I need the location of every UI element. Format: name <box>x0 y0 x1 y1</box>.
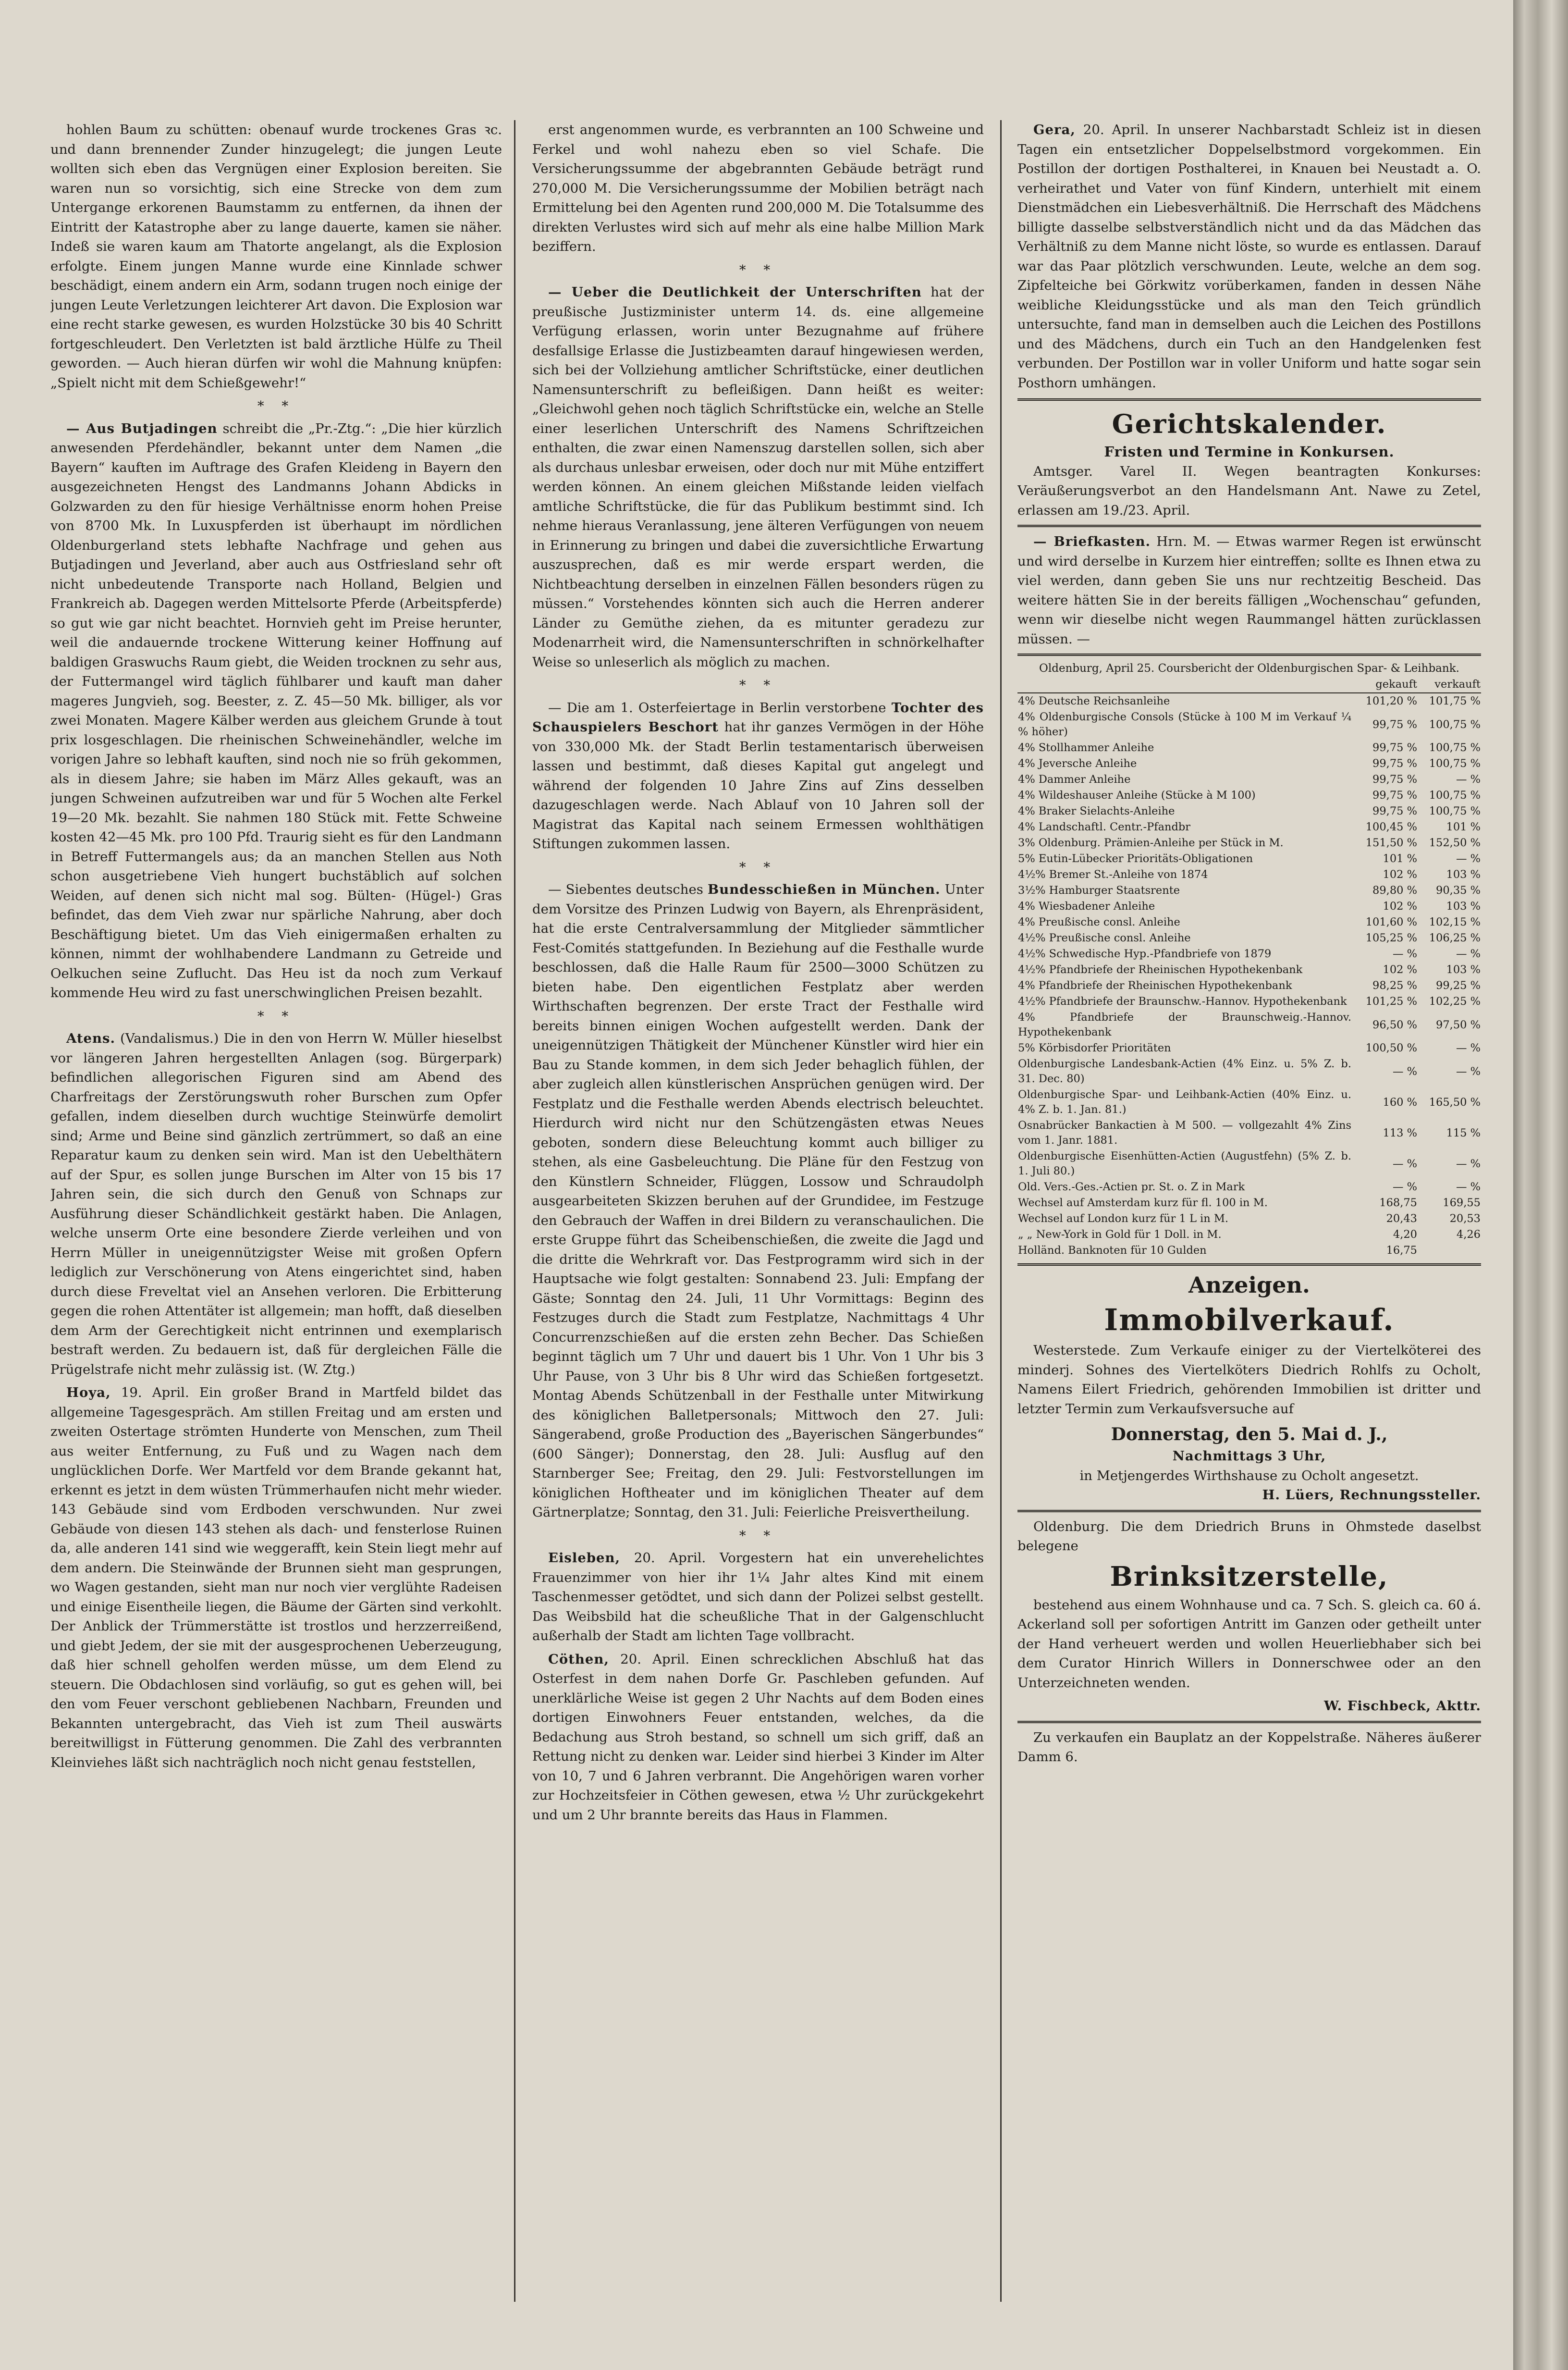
article-hoya <box>50 1383 502 1772</box>
table-row <box>1017 946 1481 962</box>
table-cell: 99,75 % <box>1372 773 1417 786</box>
table-cell: — % <box>1456 1042 1481 1054</box>
table-cell: 103 % <box>1446 868 1481 881</box>
table-row <box>1017 1211 1481 1227</box>
column-1 <box>50 120 502 2311</box>
table-row <box>1017 819 1481 835</box>
gerichtskalender-text: Amtsger. Varel II. Wegen beantragten Konkurses: Veräußerungsverbot an den Handelsmann Ant. Nawe zu Zetel, erlassen am 19./23. April. <box>1017 463 1481 518</box>
table-cell: 99,75 % <box>1372 805 1417 817</box>
table-row <box>1017 1087 1481 1118</box>
table-cell: 115 % <box>1446 1126 1481 1139</box>
table-cell: 4½% Schwedische Hyp.-Pfandbriefe von 1879 <box>1018 948 1272 960</box>
divider <box>1017 654 1481 656</box>
table-cell: 100,75 % <box>1429 805 1481 817</box>
table-cell: 4½% Preußische consl. Anleihe <box>1018 932 1191 944</box>
separator: * * <box>257 1008 295 1024</box>
table-cell: 100,75 % <box>1429 718 1481 731</box>
ad-title: Brinksitzerstelle, <box>1110 1560 1389 1592</box>
table-cell: Oldenburgische Spar- und Leihbank-Actien (40% Einz. u. 4% Z. b. 1. Jan. 81.) <box>1018 1088 1351 1116</box>
table-cell: Old. Vers.-Ges.-Actien pr. St. o. Z in Mark <box>1018 1181 1245 1193</box>
table-row <box>1017 883 1481 899</box>
briefkasten <box>1017 532 1481 649</box>
table-cell: 97,50 % <box>1436 1018 1481 1031</box>
table-cell: 4,26 <box>1456 1228 1481 1241</box>
table-cell: 99,75 % <box>1372 789 1417 802</box>
separator: * * <box>739 678 777 693</box>
table-cell: 100,75 % <box>1429 741 1481 754</box>
table-row <box>1017 1040 1481 1056</box>
ad-signature: H. Lüers, Rechnungssteller. <box>1262 1487 1481 1503</box>
table-header-cell: verkauft <box>1418 677 1481 693</box>
table-row <box>1017 740 1481 756</box>
separator: * * <box>739 859 777 875</box>
table-cell: 4½% Bremer St.-Anleihe von 1874 <box>1018 868 1208 881</box>
article-heading: Eisleben, <box>548 1550 621 1566</box>
table-row <box>1017 1010 1481 1040</box>
table-row <box>1017 899 1481 914</box>
table-cell: 105,25 % <box>1365 932 1417 944</box>
article-lead: — Siebentes deutsches <box>548 882 703 897</box>
table-cell: 102 % <box>1383 868 1417 881</box>
table-row <box>1017 962 1481 978</box>
column-rule <box>1000 120 1002 2302</box>
table-cell: 4,20 <box>1393 1228 1417 1241</box>
article-heading: — Briefkasten. <box>1033 534 1151 549</box>
table-cell: „ „ New-York in Gold für 1 Doll. in M. <box>1018 1228 1222 1241</box>
table-row <box>1017 693 1481 709</box>
table-cell: 103 % <box>1446 963 1481 976</box>
article-body: 19. April. Ein großer Brand in Martfeld bildet das allgemeine Tagesgespräch. Am stillen Freitag und am ersten und zweiten Ostertage strömten Hunderte von Menschen, zum Theil aus weiter Entfernung, zu Fuß und zu Wagen nach dem unglücklichen Dorfe. Wer Martfeld vor dem Brande gekannt hat, erkennt es jetzt in dem wüsten Trümmerhaufen nicht mehr wieder. 143 Gebäude sind vom Erdboden verschwunden. Nur zwei Gebäude von diesen 143 stehen als dach- und fensterlose Ruinen da, alle anderen 141 sind wie weggerafft, kein Stein liegt mehr auf dem andern. Die Steinwände der Brunnen sieht man gesprungen, wo Wagen gestanden, sieht man nur noch vier verglühte Radeisen und einige Eisentheile liegen, die Bäume der Gärten sind verkohlt. Der Anblick der Trümmerstätte ist trostlos und herzzerreißend, und giebt Jedem, der sie mit der ausgesprochenen Ueberzeugung, daß hier schnell geholfen werden müsse, um dem Elend zu steuern. Die Obdachlosen sind vorläufig, so gut es gehen will, bei den vom Feuer verschont gebliebenen Nachbarn, Freunden und Bekannten untergebracht, das Vieh ist zum Theil auswärts bereitwilligst in Fütterung genommen. Die Zahl des verbrannten Kleinviehes läßt sich nachträglich noch nicht genau feststellen, <box>50 1385 502 1770</box>
table-cell: 99,25 % <box>1436 979 1481 992</box>
table-row <box>1017 709 1481 740</box>
table-cell: 4% Wiesbadener Anleihe <box>1018 900 1155 913</box>
article-heading: Atens. <box>66 1031 116 1046</box>
column-rule <box>514 120 515 2302</box>
table-cell: 99,75 % <box>1372 741 1417 754</box>
table-cell <box>1418 1243 1481 1259</box>
separator: * * <box>739 262 777 278</box>
ad-place: in Metjengerdes Wirthshause zu Ocholt angesetzt. <box>1079 1468 1419 1483</box>
article-lead: — Die am 1. Osterfeiertage in Berlin verstorbene <box>548 700 886 716</box>
table-cell: 169,55 <box>1443 1197 1481 1209</box>
section-subtitle: Fristen und Termine in Konkursen. <box>1104 444 1395 460</box>
table-cell: 4% Preußische consl. Anleihe <box>1018 916 1180 928</box>
article-body: (Vandalismus.) Die in den von Herrn W. Müller hieselbst vor längeren Jahren hergestellten Anlagen (sog. Bürgerpark) befindlichen allegorischen Figuren sind am Abend des Charfreitags der Zerstörungswuth roher Burschen zum Opfer gefallen, indem dieselben durch wuchtige Steinwürfe demolirt sind; Arme und Beine sind gänzlich zertrümmert, so daß an eine Reparatur kaum zu denken sein wird. Man ist den Uebelthätern auf der Spur, es sollen junge Burschen im Alter von 15 bis 17 Jahren sein, die sich durch den Genuß von Schnaps zur Ausführung dieser Schändlichkeit gestärkt haben. Die Anlagen, welche unserm Orte eine besondere Zierde verleihen und von Herrn Müller in uneigennützigster Weise mit großen Opfern lediglich zur Verschönerung von Atens eingerichtet sind, haben durch diese Freveltat viel an Ansehen verloren. Die Erbitterung gegen die rohen Attentäter ist allgemein; man hofft, daß dieselben dem Arm der Gerechtigkeit nicht entrinnen und exemplarisch bestraft werden. Zu bedauern ist, daß für dergleichen Fälle die Prügelstrafe nicht mehr zulässig ist. (W. Ztg.) <box>50 1031 502 1377</box>
table-cell: 96,50 % <box>1372 1018 1417 1031</box>
table-cell: Wechsel auf London kurz für 1 L in M. <box>1018 1212 1229 1225</box>
article-heading: Bundesschießen in München. <box>708 882 941 897</box>
separator: * * <box>739 1528 777 1543</box>
divider <box>1017 1263 1481 1266</box>
table-cell: 98,25 % <box>1372 979 1417 992</box>
table-row <box>1017 835 1481 851</box>
table-cell: 152,50 % <box>1429 837 1481 849</box>
table-cell: 160 % <box>1383 1096 1417 1109</box>
article-heading: — Aus Butjadingen <box>66 420 218 436</box>
table-cell: 4% Dammer Anleihe <box>1018 773 1131 786</box>
table-row <box>1017 1195 1481 1211</box>
gerichtskalender-section <box>1017 398 1481 520</box>
table-row <box>1017 1227 1481 1243</box>
section-title: Gerichtskalender. <box>1112 408 1387 439</box>
table-cell: 4% Pfandbriefe der Braunschweig.-Hannov. Hypothekenbank <box>1018 1011 1351 1038</box>
table-cell: — % <box>1456 1157 1481 1170</box>
table-cell: 3½% Hamburger Staatsrente <box>1018 884 1180 897</box>
table-cell: 99,75 % <box>1372 718 1417 731</box>
article-heading: Tochter des Schauspielers Beschort <box>532 700 984 735</box>
table-cell: 5% Körbisdorfer Prioritäten <box>1018 1042 1171 1054</box>
table-cell: 100,45 % <box>1365 821 1417 833</box>
table-cell: 102,15 % <box>1429 916 1481 928</box>
article-butjadingen <box>50 419 502 1003</box>
table-header-cell: gekauft <box>1354 677 1418 693</box>
table-cell: — % <box>1392 948 1417 960</box>
table-cell: Wechsel auf Amsterdam kurz für fl. 100 in M. <box>1018 1197 1268 1209</box>
article-atens <box>50 1029 502 1379</box>
article-heading: Gera, <box>1033 122 1076 137</box>
article-eisleben <box>532 1548 984 1646</box>
coursbericht-table <box>1017 677 1481 1259</box>
article-body: Unter dem Vorsitze des Prinzen Ludwig von Bayern, als Ehrenpräsident, hat die erste Centralversammlung der Mitglieder sämmtlicher Fest-Comités stattgefunden. In Beziehung auf die Festhalle wurde beschlossen, daß die Halle Raum für 2500—3000 Schützen zu bieten habe. Den eigentlichen Festplatz aber werden Wirthschaften begrenzen. Der erste Tract der Festhalle wird bereits binnen einigen Wochen aufgestellt werden. Dank der uneigennützigen Thätigkeit der Münchener Künstler wird hier ein Bau zu Stande kommen, in dem sich Jeder behaglich fühlen, der aber zugleich allen künstlerischen Ansprüchen genügen wird. Der Festplatz und die Festhalle werden Abends electrisch beleuchtet. Hierdurch wird nicht nur den Schützengästen etwas Neues geboten, sondern diese Beleuchtung kommt auch billiger zu stehen, als eine Gasbeleuchtung. Die Pläne für den Festzug von den Künstlern Schneider, Flüggen, Lossow und Schraudolph ausgearbeiteten Skizzen beruhen auf der Grundidee, im Festzuge den Gebrauch der Waffen in drei Bildern zu veranschaulichen. Die erste Gruppe führt das Scheibenschießen, die zweite die Jagd und die dritte die Wehrkraft vor. Das Festprogramm wird sich in der Hauptsache wie folgt gestalten: Sonnabend 23. Juli: Empfang der Gäste; Sonntag den 24. Juli, 11 Uhr Vormittags: Beginn des Festzuges durch die Stadt zum Festplatze, Nachmittags 4 Uhr Concurrenzschießen auf die ersten zehn Becher. Das Schießen beginnt täglich um 7 Uhr und dauert bis 1 Uhr. Von 1 Uhr bis 3 Uhr Pause, von 3 Uhr bis 8 Uhr wird das Schießen fortgesetzt. Montag Abends Schützenball in der Festhalle unter Mitwirkung des königlichen Balletpersonals; Mittwoch den 27. Juli: Sängerabend, große Production des „Bayerischen Sängerbundes“ (600 Sänger); Donnerstag, den 28. Juli: Ausflug auf den Starnberger See; Freitag, den 29. Juli: Festvorstellungen im königlichen Hoftheater und im königlichen Theater auf dem Gärtnerplatze; Sonntag, den 31. Juli: Feierliche Preisvertheilung. <box>532 882 984 1520</box>
table-cell: Holländ. Banknoten für 10 Gulden <box>1018 1244 1207 1257</box>
table-cell: 4% Wildeshauser Anleihe (Stücke à M 100) <box>1018 789 1256 802</box>
table-cell: 151,50 % <box>1365 837 1417 849</box>
ad-time: Nachmittags 3 Uhr, <box>1172 1448 1326 1464</box>
table-cell: 4½% Pfandbriefe der Rheinischen Hypothekenbank <box>1018 963 1303 976</box>
table-cell: 113 % <box>1383 1126 1417 1139</box>
table-header <box>1017 677 1481 693</box>
article-body: schreibt die „Pr.-Ztg.“: „Die hier kürzlich anwesenden Pferdehändler, bekannt unter dem Namen „die Bayern“ kauften im Auftrage des Grafen Kleideng in Bayern den ausgezeichneten Hengst des Landmanns Johann Abdicks in Golzwarden zu den für hiesige Verhältnisse enorm hohen Preise von 8700 Mk. In Luxuspferden ist überhaupt im nördlichen Oldenburgerland stets lebhafte Nachfrage und gehen aus Butjadingen und Jeverland, aber auch aus Ostfriesland sehr oft nicht unbedeutende Transporte nach Holland, Belgien und Frankreich ab. Dagegen werden Mittelsorte Pferde (Arbeitspferde) so gut wie gar nicht beachtet. Hornvieh geht im Preise herunter, weil die andauernde trockene Witterung keiner Hoffnung auf baldigen Graswuchs Raum giebt, die Weiden trocknen zu sehr aus, der Futtermangel wird täglich fühlbarer und kauft man daher mageres Jungvieh, sog. Beester, z. Z. 45—50 Mk. billiger, als vor zwei Monaten. Magere Kälber werden aus gleichem Grunde à tout prix losgeschlagen. Die rheinischen Schweinehändler, welche im vorigen Jahre so lebhaft kauften, sind noch nie so früh gekommen, als in diesem Jahre; sie haben im März Alles gekauft, was an jungen Schweinen aufzutreiben war und für 5 Wochen alte Ferkel 19—20 Mk. bezahlt. Sie nahmen 180 Stück mit. Fette Schweine kosten 42—45 Mk. pro 100 Pfd. Traurig sieht es für den Landmann in Betreff Futtermangels aus; da an manchen Stellen aus Noth schon ausgetriebene Vieh hungert buchstäblich auf solchen Weiden, auf denen sich nicht mal sog. Bülten- (Hügel-) Gras befindet, das dem Vieh zwar nur spärliche Nahrung, aber doch Beschäftigung bietet. Um das Vieh einigermaßen erhalten zu können, nimmt der wohlhabendere Landmann zu Getreide und Oelkuchen seine Zuflucht. Das Heu ist da noch zum Verkauf kommende Heu wird zu fast unerschwinglichen Preisen bezahlt. <box>50 420 502 1000</box>
table-cell: 168,75 <box>1379 1197 1417 1209</box>
article-unterschriften <box>532 283 984 672</box>
table-cell: — % <box>1392 1157 1417 1170</box>
article-continuation: hohlen Baum zu schütten: obenauf wurde trockenes Gras ꝛc. und dann brennender Zunder hinzugelegt; die jungen Leute wollten sich eben das Vergnügen einer Explosion bereiten. Sie waren nun so vorsichtig, sich eine Strecke von dem zum Untergange erkorenen Baumstamm zu entfernen, da ihnen der Eintritt der Katastrophe aber zu lange dauerte, kamen sie näher. Indeß sie waren kaum am Thatorte angelangt, als die Explosion erfolgte. Einem jungen Manne wurde eine Kinnlade schwer beschädigt, einem andern ein Arm, sodann trugen noch einige der jungen Leute Verletzungen leichterer Art davon. Die Explosion war eine recht starke gewesen, es wurden Holzstücke 30 bis 40 Schritt fortgeschleudert. Den Verletzten ist bald ärztliche Hülfe zu Theil geworden. — Auch hieran dürfen wir wohl die Mahnung knüpfen: „Spielt nicht mit dem Schießgewehr!“ <box>50 122 502 391</box>
table-cell: 20,53 <box>1449 1212 1481 1225</box>
article-bundesschiessen <box>532 880 984 1522</box>
table-cell: 101 % <box>1446 821 1481 833</box>
table-row <box>1017 1243 1481 1259</box>
table-row <box>1017 930 1481 946</box>
article-body: 20. April. In unserer Nachbarstadt Schleiz ist in diesen Tagen ein entsetzlicher Doppelselbstmord vorgekommen. Ein Postillon der dortigen Posthalterei, in Knauen bei Neustadt a. O. verheirathet und Vater von fünf Kindern, unterhielt mit einem Dienstmädchen ein Liebesverhältniß. Die Herrschaft des Mädchens billigte dasselbe selbstverständlich nicht und da das Mädchen das Verhältniß zu dem Manne nicht löste, so wurde es entlassen. Darauf war das Paar plötzlich verschwunden. Leute, welche an dem sog. Zipfelteiche bei Görkwitz vorüberkamen, fanden in dessen Nähe weibliche Kleidungsstücke und als man den Teich gründlich untersuchte, fand man in demselben auch die Leichen des Postillons und des Mädchens, durch ein Tuch an den Handgelenken fest verbunden. Der Postillon war in voller Uniform und hatte sogar sein Posthorn umhängen. <box>1017 122 1481 391</box>
table-row <box>1017 851 1481 867</box>
table-cell: 3% Oldenburg. Prämien-Anleihe per Stück in M. <box>1018 837 1284 849</box>
ad-brinksitzer-text: bestehend aus einem Wohnhause und ca. 7 Sch. S. gleich ca. 60 á. Ackerland soll per sofortigen Antritt im Ganzen oder getheilt unter der Hand verheuert werden und wollen Heuerliebhaber sich bei dem Curator Hinrich Willers in Donnerschwee oder an den Unterzeichneten wenden. <box>1017 1597 1481 1691</box>
article-continuation: erst angenommen wurde, es verbrannten an 100 Schweine und Ferkel und wohl nahezu eben so viel Schafe. Die Versicherungssumme der abgebrannten Gebäude beträgt rund 270,000 M. Die Versicherungssumme der Mobilien beträgt nach Ermittelung bei den Agenten rund 200,000 M. Die Totalsumme des direkten Verlustes wird sich auf mehr als eine halbe Million Mark beziffern. <box>532 122 984 254</box>
table-cell: 101,60 % <box>1365 916 1417 928</box>
table-row <box>1017 867 1481 883</box>
table-row <box>1017 772 1481 788</box>
article-body: hat der preußische Justizminister unterm 14. ds. eine allgemeine Verfügung erlassen, worin unter Bezugnahme auf frühere desfallsige Erlasse die Justizbeamten darauf hingewiesen werden, sich bei der Vollziehung amtlicher Schriftstücke, einer deutlichen Namensunterschrift zu befleißigen. Dann heißt es weiter: „Gleichwohl gehen noch täglich Schriftstücke ein, welche an Stelle einer leserlichen Unterschrift des Namens Schriftzeichen enthalten, die zwar einen Namenszug darstellen sollen, sich aber als durchaus unlesbar erweisen, oder doch nur mit Mühe entziffert werden können. An einem gleichen Mißstande leiden vielfach amtliche Schriftstücke, die für das Publikum bestimmt sind. Ich nehme hieraus Veranlassung, jene älteren Verfügungen von neuem in Erinnerung zu bringen und dabei die zuversichtliche Erwartung auszusprechen, daß es mir werde erspart werden, die Nichtbeachtung derselben in einzelnen Fällen besonders rügen zu müssen.“ Vorstehendes könnten sich auch die Herren anderer Länder zu Gemüthe ziehen, da es mitunter geradezu zur Modenarrheit wird, die Namensunterschriften in schnörkelhafter Weise so unleserlich als möglich zu machen. <box>532 284 984 670</box>
table-cell: 102 % <box>1383 900 1417 913</box>
article-body: hat ihr ganzes Vermögen in der Höhe von 330,000 Mk. der Stadt Berlin testamentarisch überweisen lassen und bestimmt, daß dieses Kapital gut angelegt und während der folgenden 10 Jahre Zins auf Zins desselben dazugeschlagen werde. Nach Ablauf von 10 Jahren soll der Magistrat das Kapital nach seinem Ermessen wohlthätigen Stiftungen zukommen lassen. <box>532 719 984 852</box>
coursbericht-title: Oldenburg, April 25. Coursbericht der Oldenburgischen Spar- & Leihbank. <box>1039 662 1459 675</box>
table-cell: 100,75 % <box>1429 789 1481 802</box>
divider <box>1017 1510 1481 1512</box>
article-coethen <box>532 1650 984 1825</box>
table-cell: — % <box>1456 1065 1481 1078</box>
table-cell: 4% Deutsche Reichsanleihe <box>1018 695 1170 707</box>
table-cell: 20,43 <box>1386 1212 1417 1225</box>
table-cell: 99,75 % <box>1372 757 1417 770</box>
article-heading: Hoya, <box>66 1385 111 1400</box>
table-row <box>1017 994 1481 1010</box>
table-cell: Oldenburgische Eisenhütten-Actien (Augustfehn) (5% Z. b. 1. Juli 80.) <box>1018 1150 1351 1177</box>
article-beschort <box>532 698 984 854</box>
table-row <box>1017 1148 1481 1179</box>
table-row <box>1017 803 1481 819</box>
table-cell: 101,25 % <box>1365 995 1417 1008</box>
table-row <box>1017 1179 1481 1195</box>
table-row <box>1017 1056 1481 1087</box>
table-cell: 90,35 % <box>1436 884 1481 897</box>
table-cell: — % <box>1392 1181 1417 1193</box>
table-cell: 103 % <box>1446 900 1481 913</box>
table-cell: 4½% Pfandbriefe der Braunschw.-Hannov. Hypothekenbank <box>1018 995 1347 1008</box>
table-cell: Oldenburgische Landesbank-Actien (4% Einz. u. 5% Z. b. 31. Dec. 80) <box>1018 1058 1351 1085</box>
ad-immobilverkauf-text: Westerstede. Zum Verkaufe einiger zu der Viertelköterei des minderj. Sohnes des Viertelköters Diedrich Rohlfs zu Ocholt, Namens Eilert Friedrich, gehörenden Immobilien ist dritter und letzter Termin zum Verkaufsversuche auf <box>1017 1343 1481 1417</box>
article-body: Hrn. M. — Etwas warmer Regen ist erwünscht und wird derselbe in Kurzem hier eintreffen; sollte es Ihnen etwa zu viel werden, dann geben Sie uns nur rechtzeitig Bescheid. Das weitere hätten Sie in der bereits fälligen „Wochenschau“ gefunden, wenn wir dieselbe nicht wegen Raummangel hätten zurücklassen müssen. — <box>1017 534 1481 647</box>
divider <box>1017 1721 1481 1723</box>
table-cell: 102 % <box>1383 963 1417 976</box>
table-cell: 4% Oldenburgische Consols (Stücke à 100 M im Verkauf ¼ % höher) <box>1018 711 1351 738</box>
column-2 <box>532 120 984 2311</box>
table-cell: 89,80 % <box>1372 884 1417 897</box>
table-row <box>1017 1118 1481 1148</box>
table-cell: — % <box>1456 852 1481 865</box>
table-cell: 102,25 % <box>1429 995 1481 1008</box>
table-cell: 106,25 % <box>1429 932 1481 944</box>
table-cell: 165,50 % <box>1429 1096 1481 1109</box>
separator: * * <box>257 398 295 414</box>
table-header-cell <box>1017 677 1354 693</box>
column-3 <box>1017 120 1481 2311</box>
table-cell: 101 % <box>1383 852 1417 865</box>
ad-signature: W. Fischbeck, Akttr. <box>1324 1698 1481 1714</box>
divider <box>1017 525 1481 527</box>
table-cell: — % <box>1456 948 1481 960</box>
table-cell: 100,75 % <box>1429 757 1481 770</box>
article-gera <box>1017 120 1481 393</box>
table-cell: 4% Pfandbriefe der Rheinischen Hypothekenbank <box>1018 979 1292 992</box>
table-cell: — % <box>1392 1065 1417 1078</box>
coursbericht <box>1017 661 1481 1259</box>
table-cell: — % <box>1456 1181 1481 1193</box>
table-cell: 16,75 <box>1386 1244 1417 1257</box>
article-heading: Cöthen, <box>548 1651 609 1667</box>
table-cell: Osnabrücker Bankactien à M 500. — vollgezahlt 4% Zins vom 1. Janr. 1881. <box>1018 1119 1351 1147</box>
table-cell: 4% Landschaftl. Centr.-Pfandbr <box>1018 821 1191 833</box>
article-body: 20. April. Einen schrecklichen Abschluß hat das Osterfest in dem nahen Dorfe Gr. Paschleben gefunden. Auf unerklärliche Weise ist gegen 2 Uhr Nachts auf dem Boden eines dortigen Einwohners Feuer entstanden, welches, da die Bedachung aus Stroh bestand, so schnell um sich griff, daß an Rettung nicht zu denken war. Leider sind hierbei 3 Kinder im Alter von 10, 7 und 6 Jahren verbrannt. Die Angehörigen waren vorher zur Hochzeitsfeier in Cöthen gewesen, etwa ½ Uhr zurückgekehrt und um 2 Uhr brannte bereits das Haus in Flammen. <box>532 1651 984 1823</box>
table-cell: — % <box>1456 773 1481 786</box>
table-cell: 101,75 % <box>1429 695 1481 707</box>
table-cell: 100,50 % <box>1365 1042 1417 1054</box>
table-cell: 5% Eutin-Lübecker Prioritäts-Obligationen <box>1018 852 1253 865</box>
ad-brinksitzer-intro: Oldenburg. Die dem Driedrich Bruns in Ohmstede daselbst belegene <box>1017 1518 1481 1554</box>
article-heading: — Ueber die Deutlichkeit der Unterschriften <box>548 284 922 300</box>
ad-title: Immobilverkauf. <box>1104 1302 1395 1337</box>
table-row <box>1017 914 1481 930</box>
ad-bauplatz: Zu verkaufen ein Bauplatz an der Koppelstraße. Näheres äußerer Damm 6. <box>1017 1729 1481 1765</box>
table-cell: 4% Jeversche Anleihe <box>1018 757 1137 770</box>
table-row <box>1017 788 1481 803</box>
article-body: 20. April. Vorgestern hat ein unverehelichtes Frauenzimmer von hier ihr 1¼ Jahr altes Kind mit einem Taschenmesser getödtet, und sich dann der Polizei selbst gestellt. Das Weibsbild hat die scheußliche That in der Galgenschlucht außerhalb der Stadt am lichten Tage vollbracht. <box>532 1550 984 1643</box>
table-row <box>1017 978 1481 994</box>
anzeigen-title: Anzeigen. <box>1188 1272 1310 1298</box>
table-cell: 4% Braker Sielachts-Anleihe <box>1018 805 1175 817</box>
ad-date: Donnerstag, den 5. Mai d. J., <box>1111 1424 1388 1444</box>
table-cell: 101,20 % <box>1365 695 1417 707</box>
table-cell: 4% Stollhammer Anleihe <box>1018 741 1154 754</box>
page-edge <box>1513 0 1568 2370</box>
table-row <box>1017 756 1481 772</box>
